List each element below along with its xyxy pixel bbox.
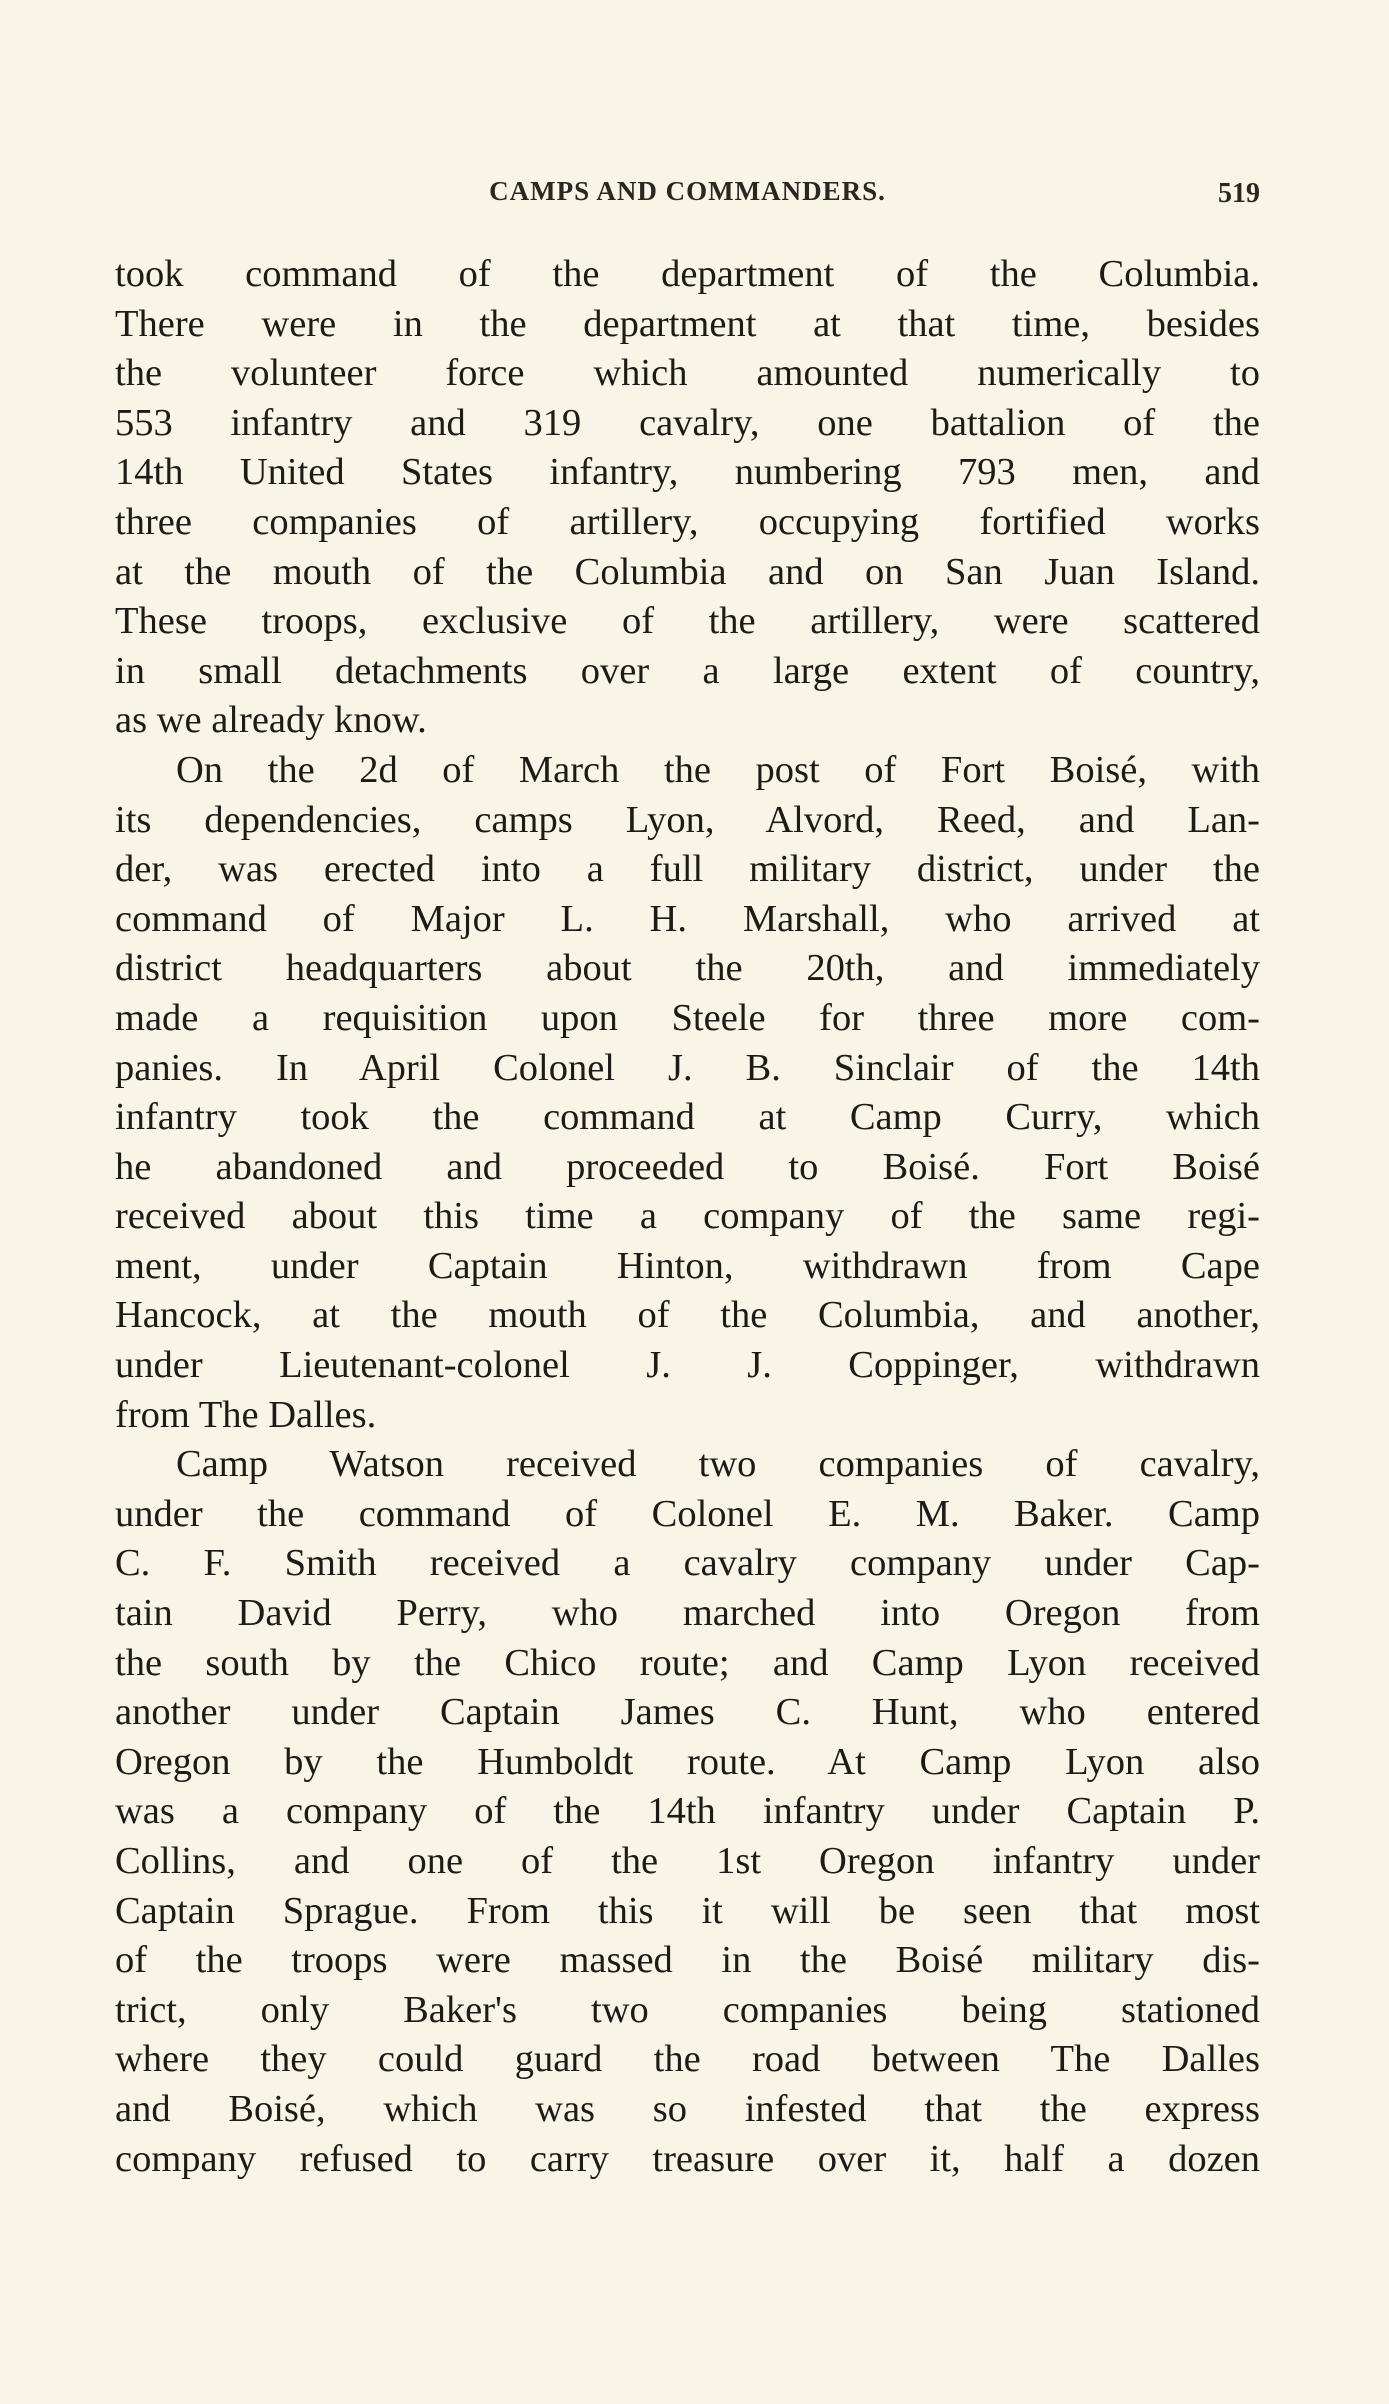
text-line: from The Dalles.: [115, 1393, 377, 1436]
text-line: of the troops were massed in the Boisé military dis-: [115, 1939, 1260, 1982]
text-line: at the mouth of the Columbia and on San Juan Island.: [115, 550, 1260, 593]
text-line: Captain Sprague. From this it will be seen that most: [115, 1889, 1260, 1932]
text-line: ment, under Captain Hinton, withdrawn from Cape: [115, 1244, 1260, 1287]
text-line: infantry took the command at Camp Curry, which: [115, 1096, 1260, 1139]
text-line: company refused to carry treasure over it, half a dozen: [115, 2137, 1260, 2180]
text-line: another under Captain James C. Hunt, who entered: [115, 1691, 1260, 1734]
text-line: made a requisition upon Steele for three more com-: [115, 996, 1260, 1039]
text-line: in small detachments over a large extent of country,: [115, 649, 1260, 692]
text-line: There were in the department at that time, besides: [115, 302, 1260, 345]
text-line: Oregon by the Humboldt route. At Camp Lyon also: [115, 1740, 1260, 1783]
text-line: the volunteer force which amounted numerically to: [115, 352, 1260, 395]
text-line: its dependencies, camps Lyon, Alvord, Reed, and Lan-: [115, 798, 1260, 841]
text-line: On the 2d of March the post of Fort Boisé, with: [176, 748, 1260, 791]
text-line: panies. In April Colonel J. B. Sinclair of the 14th: [115, 1046, 1260, 1089]
text-line: 14th United States infantry, numbering 793 men, and: [115, 451, 1260, 494]
text-line: district headquarters about the 20th, and immediately: [115, 947, 1260, 990]
text-line: he abandoned and proceeded to Boisé. Fort Boisé: [115, 1145, 1260, 1188]
text-line: Hancock, at the mouth of the Columbia, and another,: [115, 1294, 1260, 1337]
text-line: der, was erected into a full military district, under the: [115, 848, 1260, 891]
text-line: three companies of artillery, occupying fortified works: [115, 500, 1260, 543]
text-line: command of Major L. H. Marshall, who arrived at: [115, 897, 1260, 940]
text-line: under the command of Colonel E. M. Baker. Camp: [115, 1492, 1260, 1535]
text-line: and Boisé, which was so infested that the express: [115, 2087, 1260, 2130]
text-line: These troops, exclusive of the artillery, were scattered: [115, 600, 1260, 643]
text-line: 553 infantry and 319 cavalry, one battalion of the: [115, 401, 1260, 444]
body-text: [115, 250, 1260, 2184]
text-line: tain David Perry, who marched into Oregon from: [115, 1592, 1260, 1635]
text-line: as we already know.: [115, 699, 427, 742]
running-head: [115, 176, 1260, 216]
text-line: the south by the Chico route; and Camp Lyon received: [115, 1641, 1260, 1684]
text-line: Collins, and one of the 1st Oregon infantry under: [115, 1840, 1260, 1882]
page-number: 519: [1218, 178, 1260, 209]
text-line: was a company of the 14th infantry under Captain P.: [115, 1790, 1260, 1833]
text-line: received about this time a company of the same regi-: [115, 1195, 1260, 1238]
text-line: Camp Watson received two companies of cavalry,: [176, 1443, 1260, 1486]
text-line: C. F. Smith received a cavalry company under Cap-: [115, 1542, 1260, 1585]
text-line: trict, only Baker's two companies being stationed: [115, 1988, 1260, 2031]
text-line: where they could guard the road between The Dalles: [115, 2038, 1260, 2081]
text-line: under Lieutenant-colonel J. J. Coppinger, withdrawn: [115, 1344, 1260, 1387]
running-title: CAMPS AND COMMANDERS.: [489, 176, 886, 206]
text-line: took command of the department of the Columbia.: [115, 253, 1260, 295]
